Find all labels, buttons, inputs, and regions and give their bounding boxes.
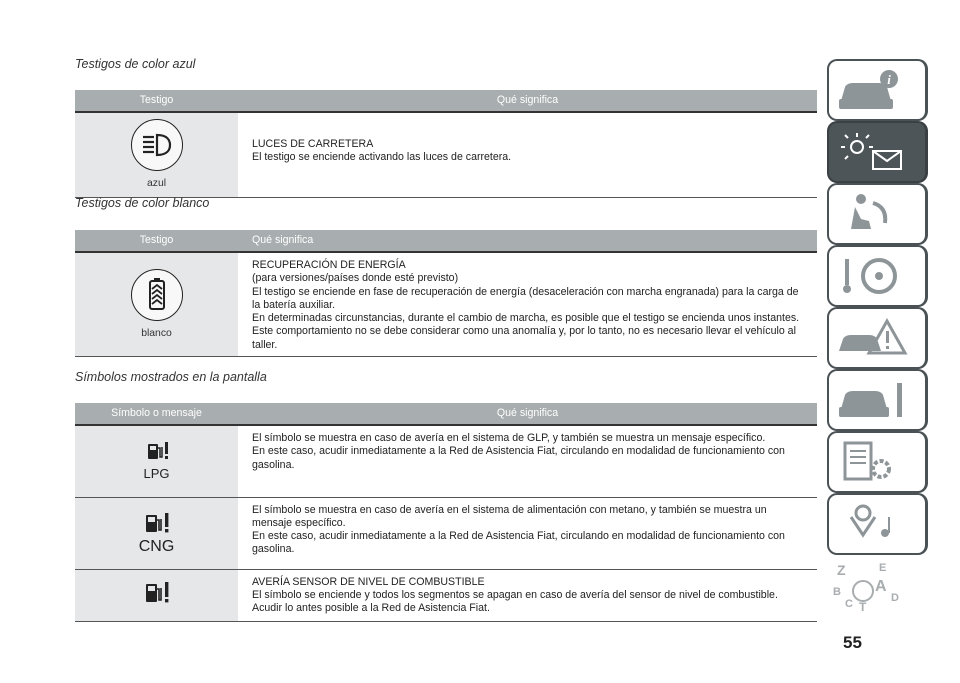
emergency-tab[interactable] [827, 307, 928, 369]
icon-cell [75, 569, 238, 621]
meaning-cell [238, 112, 817, 197]
warning-lights-tab[interactable] [827, 121, 928, 183]
index-letter-t: T [859, 600, 867, 614]
page-number: 55 [843, 633, 862, 652]
index-tab[interactable] [827, 555, 928, 617]
blue-warning-table [75, 90, 817, 198]
fuel-cng-warning-icon [139, 511, 175, 554]
meaning-title: RECUPERACIÓN DE ENERGÍA [252, 259, 406, 271]
index-letter-a: A [875, 578, 887, 595]
section-title-display: Símbolos mostrados en la pantalla [75, 370, 267, 384]
meaning-text: El testigo se enciende activando las luces de carretera. [252, 151, 512, 164]
column-header-meaning: Qué significa [238, 403, 817, 425]
section-title-blue: Testigos de color azul [75, 57, 196, 71]
table-row [75, 425, 817, 497]
airbag-seat-icon [829, 185, 927, 243]
meaning-text: El testigo se enciende en fase de recuperación de energía (desaceleración con marcha engranada) para la carga de la batería auxiliar. [252, 285, 799, 311]
meaning-text: En este caso, acudir inmediatamente a la Red de Asistencia Fiat, circulando en modalidad de funcionamiento con gasolina. [252, 445, 785, 471]
index-letter-d: D [891, 592, 899, 604]
svg-text:i: i [887, 72, 891, 87]
meaning-text: En determinadas circunstancias, durante el cambio de marcha, es posible que el testigo se encienda unos instantes. Este comportamiento no se debe considerar como una anomalía y, por lo tanto, no es necesario llevar el vehículo al taller. [252, 312, 800, 351]
technical-data-tab[interactable] [827, 431, 928, 493]
document-gear-icon [829, 433, 927, 491]
fuel-sensor-warning-icon [140, 580, 174, 610]
warning-lights-icon [829, 123, 927, 181]
car-info-tab[interactable] [827, 59, 928, 121]
icon-color-label: azul [146, 178, 167, 190]
driving-tab[interactable] [827, 245, 928, 307]
table-row [75, 497, 817, 569]
icon-color-label: blanco [141, 328, 172, 340]
column-header-meaning: Qué significa [238, 90, 817, 112]
battery-recharge-icon [131, 269, 183, 321]
fuel-lpg-warning-icon [142, 440, 172, 479]
index-letter-z: Z [837, 562, 846, 578]
column-header-symbol: Símbolo o mensaje [75, 403, 238, 425]
table-row [75, 112, 817, 197]
icon-cell [75, 425, 238, 497]
meaning-title: LUCES DE CARRETERA [252, 138, 374, 150]
multimedia-tab[interactable] [827, 493, 928, 555]
column-header-meaning: Qué significa [238, 230, 817, 252]
high-beam-icon [131, 119, 183, 171]
car-wrench-icon [829, 371, 927, 429]
music-signal-icon [829, 495, 927, 553]
column-header-warning: Testigo [75, 90, 238, 112]
meaning-text: El símbolo se muestra en caso de avería en el sistema de alimentación con metano, y también se muestra un mensaje específico. [252, 503, 767, 529]
index-letter-b: B [833, 586, 841, 598]
icon-cell [75, 112, 238, 197]
index-letter-c: C [845, 598, 853, 610]
section-title-white: Testigos de color blanco [75, 196, 210, 210]
index-letter-e: E [879, 562, 887, 574]
alphabet-index-icon [829, 557, 927, 615]
steering-wheel-key-icon [829, 247, 927, 305]
meaning-cell [238, 497, 817, 569]
meaning-title: AVERÍA SENSOR DE NIVEL DE COMBUSTIBLE [252, 575, 485, 588]
maintenance-tab[interactable] [827, 369, 928, 431]
meaning-text: El símbolo se muestra en caso de avería en el sistema de GLP, y también se muestra un mensaje específico. [252, 432, 766, 444]
display-symbols-table [75, 403, 817, 622]
meaning-text: En este caso, acudir inmediatamente a la Red de Asistencia Fiat, circulando en modalidad de funcionamiento con gasolina. [252, 530, 785, 556]
car-info-icon [829, 61, 927, 119]
table-row [75, 252, 817, 357]
icon-cell [75, 497, 238, 569]
lpg-label: LPG [143, 465, 170, 481]
icon-cell [75, 252, 238, 357]
car-warning-icon [829, 309, 927, 367]
cng-label: CNG [138, 538, 175, 555]
white-warning-table [75, 230, 817, 357]
safety-tab[interactable] [827, 183, 928, 245]
table-row [75, 569, 817, 621]
meaning-cell [238, 252, 817, 357]
meaning-cell [238, 569, 817, 621]
meaning-subtitle: (para versiones/países donde esté previsto) [252, 272, 459, 285]
meaning-text: El símbolo se enciende y todos los segmentos se apagan en caso de avería del sensor de nivel de combustible. Acudir lo antes posible a la Red de Asistencia Fiat. [252, 588, 778, 615]
meaning-cell [238, 425, 817, 497]
column-header-warning: Testigo [75, 230, 238, 252]
